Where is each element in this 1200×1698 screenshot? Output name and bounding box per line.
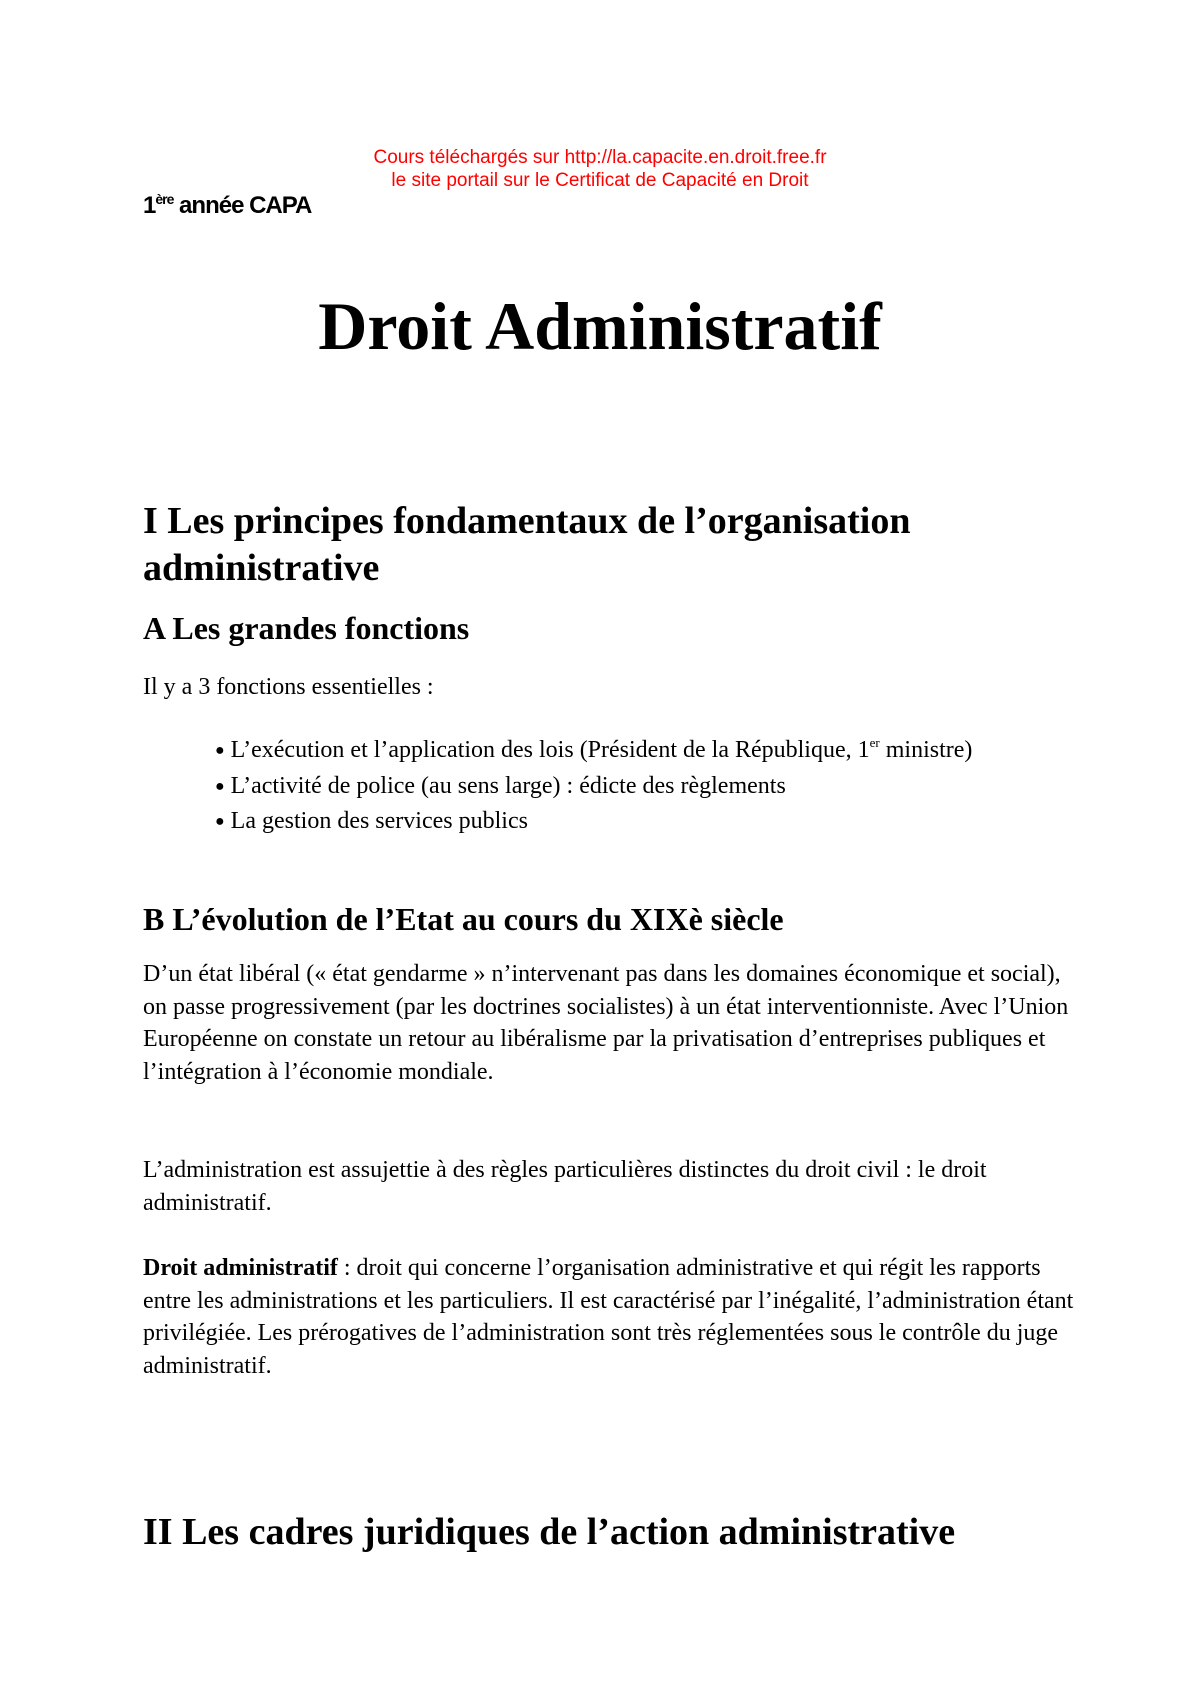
bullet-icon: ● <box>215 813 225 830</box>
list-item <box>215 805 1055 841</box>
download-notice-line1: Cours téléchargés sur http://la.capacite.en.droit.free.fr <box>373 147 827 168</box>
list-item-text: L’exécution et l’application des lois (Président de la République, 1 <box>230 737 870 763</box>
subsection-b-paragraph-2: L’administration est assujettie à des règles particulières distinctes du droit civil : le droit administratif. <box>143 1157 987 1216</box>
list-item-sup: er <box>869 735 880 750</box>
subsection-b-paragraph-1: D’un état libéral (« état gendarme » n’intervenant pas dans les domaines économique et social), on passe progressivement (par les doctrines socialistes) à un état interventionniste. Avec l’Union Européenne on constate un retour au libéralisme par la privatisation d’entreprises publiques et l’intégration à l’économie mondiale. <box>143 961 1069 1085</box>
bullet-icon: ● <box>215 777 225 795</box>
course-level <box>143 191 311 220</box>
list-item <box>215 734 1055 770</box>
bullet-icon: ● <box>215 742 225 759</box>
section-2-heading: II Les cadres juridiques de l’action administrative <box>143 1511 956 1553</box>
course-level-ordinal: ère <box>155 191 174 207</box>
download-notice <box>0 146 1200 192</box>
list-item-text: La gestion des services publics <box>230 808 528 834</box>
definition-term: Droit administratif <box>143 1255 338 1281</box>
functions-list <box>215 734 1055 841</box>
list-item <box>215 770 1055 806</box>
subsection-a-intro: Il y a 3 fonctions essentielles : <box>143 674 434 700</box>
subsection-b-paragraph-3 <box>143 1252 1083 1382</box>
section-1-heading: I Les principes fondamentaux de l’organisation administrative <box>143 500 911 589</box>
subsection-b-heading: B L’évolution de l’Etat au cours du XIXè siècle <box>143 901 784 937</box>
list-item-text-after: ministre) <box>879 737 973 763</box>
course-level-label: année CAPA <box>173 192 312 219</box>
definition-text: : droit qui concerne l’organisation administrative et qui régit les rapports entre les administrations et les particuliers. Il est caractérisé par l’inégalité, l’administration étant privilégiée. Les prérogatives de l’administration sont très réglementées sous le contrôle du juge administratif. <box>143 1255 1074 1379</box>
subsection-a-heading: A Les grandes fonctions <box>143 610 470 646</box>
list-item-text: L’activité de police (au sens large) : édicte des règlements <box>230 772 786 799</box>
course-level-number: 1 <box>143 192 156 219</box>
download-notice-line2: le site portail sur le Certificat de Capacité en Droit <box>391 170 809 191</box>
document-title: Droit Administratif <box>318 288 882 364</box>
